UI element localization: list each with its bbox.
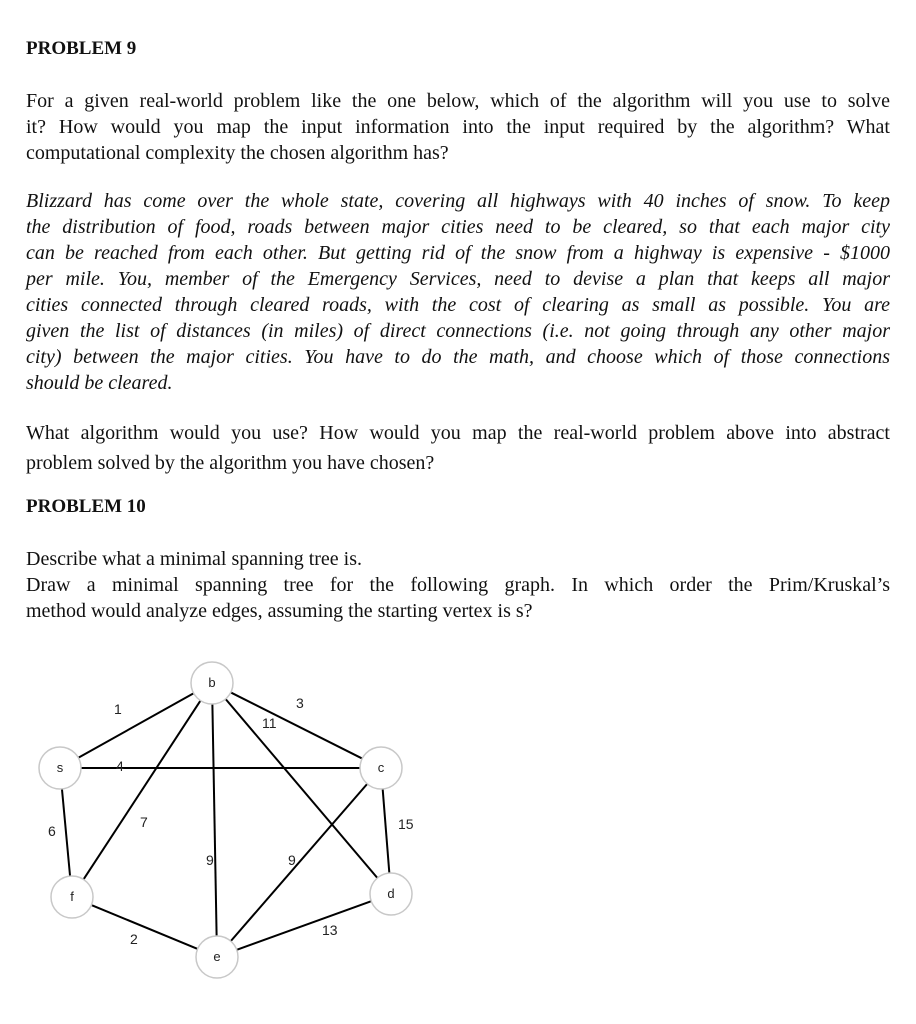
edge-f-e <box>91 905 197 949</box>
edge-weight-s-c: 4 <box>116 758 124 774</box>
vertex-label: d <box>387 886 395 901</box>
scenario-line: can be reached from each other. But getting rid of the snow from a highway is expensive - $1000 <box>26 242 890 264</box>
edge-weight-b-c: 3 <box>296 695 304 711</box>
edge-c-d <box>383 789 390 873</box>
edge-e-c <box>231 784 367 941</box>
edge-s-b <box>78 693 193 758</box>
vertex-label: b <box>208 675 216 690</box>
edge-weight-c-d: 15 <box>398 816 414 832</box>
vertex-d <box>370 873 412 915</box>
scenario-line: Blizzard has come over the whole state, covering all highways with 40 inches of snow. To keep <box>26 190 890 212</box>
graph-vertices <box>39 662 412 978</box>
edge-s-f <box>62 789 70 876</box>
problem10-line: Draw a minimal spanning tree for the following graph. In which order the Prim/Kruskal’s <box>26 574 890 596</box>
edge-e-d <box>237 901 372 950</box>
problem10-heading: PROBLEM 10 <box>26 496 146 517</box>
vertex-label: c <box>377 760 385 775</box>
edge-weight-b-d: 11 <box>262 715 277 731</box>
edge-weight-b-e: 9 <box>206 852 214 868</box>
vertex-f <box>51 876 93 918</box>
scenario-line: cities connected through cleared roads, with the cost of clearing as small as possible. You are <box>26 294 890 316</box>
problem9-heading: PROBLEM 9 <box>26 38 137 59</box>
problem10-line: method would analyze edges, assuming the starting vertex is s? <box>26 600 533 622</box>
edge-weight-f-b: 7 <box>140 814 148 830</box>
scenario-line: should be cleared. <box>26 372 173 394</box>
scenario-line: given the list of distances (in miles) of direct connections (i.e. not going through any other major <box>26 320 890 342</box>
scenario-line: per mile. You, member of the Emergency Services, need to devise a plan that keeps all major <box>26 268 890 290</box>
edge-weight-f-e: 2 <box>130 931 138 947</box>
edge-f-b <box>83 701 200 880</box>
graph-edges <box>62 692 389 949</box>
scenario-line: city) between the major cities. You have to do the math, and choose which of those connections <box>26 346 890 368</box>
vertex-label: f <box>70 889 74 904</box>
vertex-label: e <box>213 949 221 964</box>
edge-weight-s-b: 1 <box>114 701 122 717</box>
vertex-e <box>196 936 238 978</box>
intro-line: computational complexity the chosen algorithm has? <box>26 142 449 164</box>
vertex-b <box>191 662 233 704</box>
edge-b-d <box>226 699 378 878</box>
intro-line: For a given real-world problem like the one below, which of the algorithm will you use to solve <box>26 90 890 112</box>
edge-weight-e-c: 9 <box>288 852 296 868</box>
question-line: What algorithm would you use? How would you map the real-world problem above into abstract <box>26 422 890 444</box>
vertex-c <box>360 747 402 789</box>
intro-line: it? How would you map the input information into the input required by the algorithm? What <box>26 116 890 138</box>
vertex-label: s <box>56 760 64 775</box>
edge-weight-e-d: 13 <box>322 922 338 938</box>
edge-b-e <box>212 704 216 936</box>
edge-weight-s-f: 6 <box>48 823 56 839</box>
scenario-line: the distribution of food, roads between major cities need to be cleared, so that each major city <box>26 216 890 238</box>
question-line: problem solved by the algorithm you have chosen? <box>26 452 435 474</box>
vertex-s <box>39 747 81 789</box>
problem10-line: Describe what a minimal spanning tree is. <box>26 548 363 570</box>
